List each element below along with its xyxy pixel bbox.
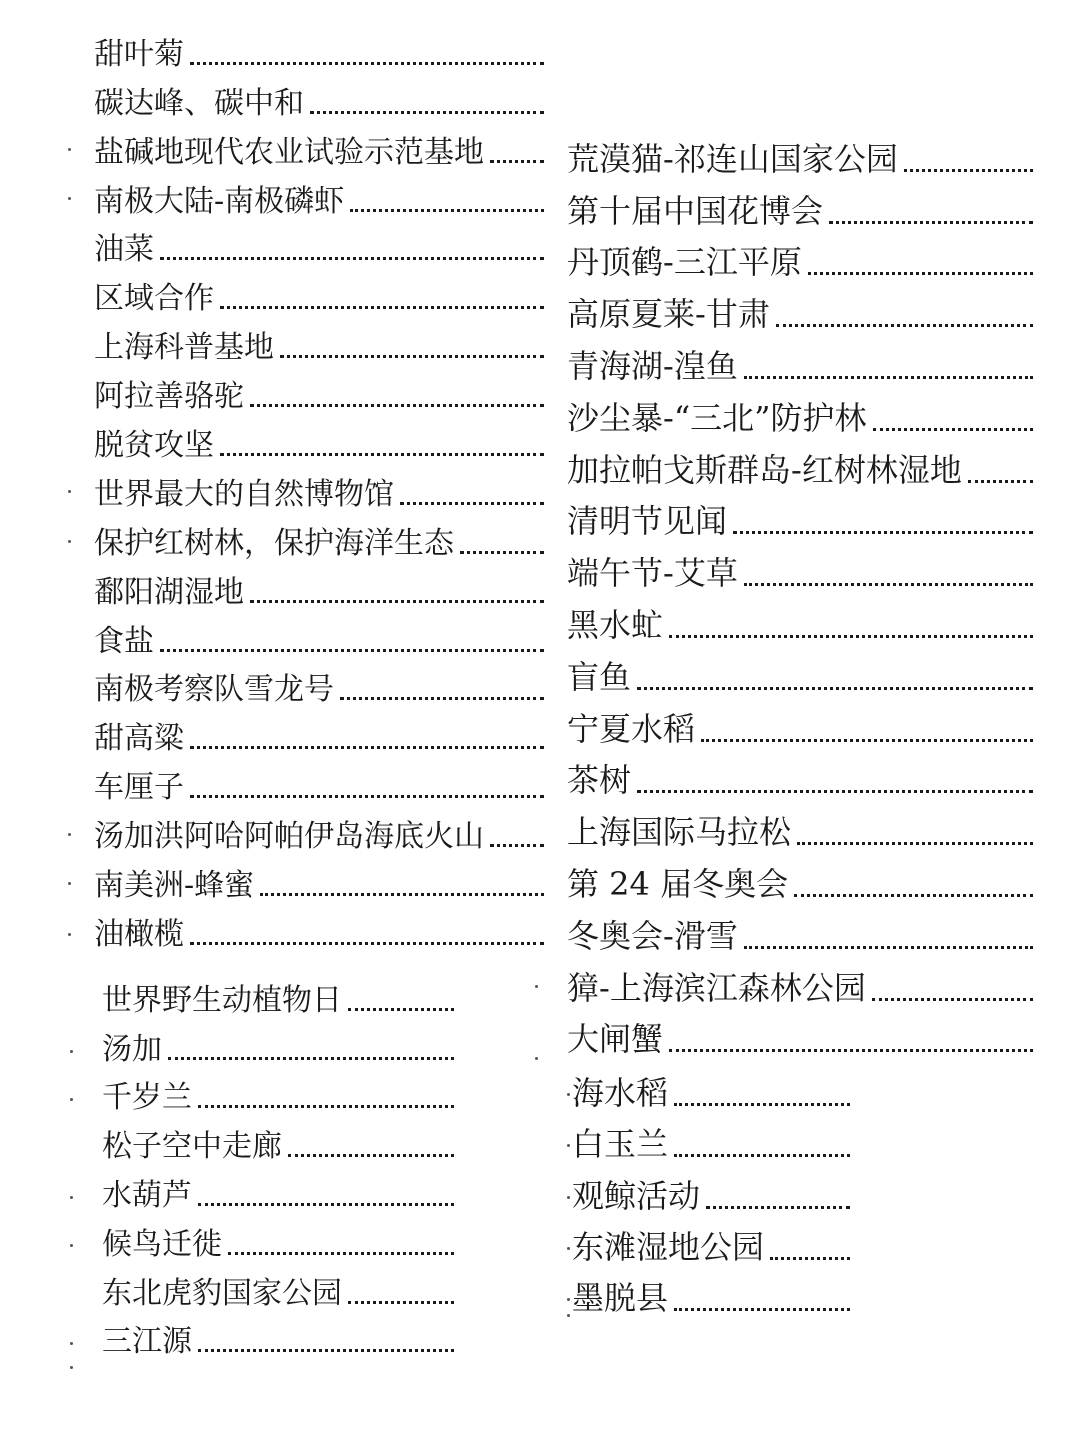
topic-entry (567, 335, 1033, 387)
dot-leader (340, 697, 544, 700)
topic-label: 高原夏莱-甘肃 (567, 295, 770, 334)
topic-entry (94, 855, 544, 904)
topic-label: 甜高粱 (94, 721, 184, 757)
scan-mark (567, 1298, 570, 1301)
lower-left-topic-list (102, 970, 454, 1360)
dot-leader (794, 894, 1033, 897)
topic-entry (567, 594, 1033, 646)
dot-leader (669, 635, 1033, 638)
topic-entry (94, 757, 544, 806)
topic-entry (94, 317, 544, 366)
scan-mark (567, 1144, 570, 1147)
scan-mark (68, 148, 71, 151)
scan-mark (70, 1098, 73, 1101)
scan-mark (535, 1057, 538, 1060)
topic-entry (102, 1116, 454, 1165)
topic-entry (94, 366, 544, 415)
topic-label: 清明节见闻 (567, 502, 728, 541)
topic-label: 碳达峰、碳中和 (94, 85, 304, 121)
dot-leader (228, 1252, 454, 1255)
topic-label: 三江源 (102, 1324, 192, 1360)
topic-label: 油菜 (94, 232, 154, 268)
topic-label: 脱贫攻坚 (94, 428, 214, 464)
topic-entry (567, 439, 1033, 491)
topic-entry (102, 1019, 454, 1068)
topic-entry (102, 1263, 454, 1312)
topic-entry (94, 122, 544, 171)
dot-leader (674, 1308, 850, 1311)
dot-leader (460, 551, 544, 554)
scan-mark (68, 833, 71, 836)
topic-entry (94, 806, 544, 855)
topic-label: 世界最大的自然博物馆 (94, 476, 394, 512)
dot-leader (160, 649, 544, 652)
dot-leader (873, 428, 1033, 431)
dot-leader (348, 1008, 454, 1011)
topic-label: 汤加 (102, 1031, 162, 1067)
right-topic-list (567, 128, 1033, 1060)
topic-label: 宁夏水稻 (567, 709, 696, 748)
topic-label: 南极大陆-南极磷虾 (94, 183, 345, 219)
topic-label: 大闸蟹 (567, 1020, 664, 1059)
scan-mark (70, 1244, 73, 1247)
scan-mark (68, 540, 71, 543)
topic-label: 墨脱县 (572, 1278, 669, 1317)
topic-label: 区域合作 (94, 281, 214, 317)
topic-entry (94, 268, 544, 317)
topic-label: 阿拉善骆驼 (94, 379, 244, 415)
scan-mark (567, 1314, 570, 1317)
topic-label: 汤加洪阿哈阿帕伊岛海底火山 (94, 819, 484, 855)
topic-entry (102, 1214, 454, 1263)
topic-entry (94, 171, 544, 220)
topic-entry (567, 180, 1033, 232)
dot-leader (250, 600, 544, 603)
topic-entry (567, 646, 1033, 698)
scan-mark (567, 1247, 570, 1250)
dot-leader (637, 687, 1033, 690)
topic-entry (567, 542, 1033, 594)
topic-label: 冬奥会-滑雪 (567, 916, 738, 955)
scan-mark (68, 197, 71, 200)
topic-entry (94, 904, 544, 953)
topic-label: 青海湖-湟鱼 (567, 346, 738, 385)
topic-label: 保护红树林，保护海洋生态 (94, 525, 454, 561)
dot-leader (872, 998, 1033, 1001)
dot-leader (744, 946, 1033, 949)
topic-entry (94, 24, 544, 73)
topic-entry (572, 1063, 850, 1114)
topic-label: 白玉兰 (572, 1125, 669, 1164)
topic-entry (94, 464, 544, 513)
scan-mark (567, 1196, 570, 1199)
dot-leader (733, 531, 1033, 534)
scan-mark (68, 490, 71, 493)
dot-leader (220, 306, 544, 309)
dot-leader (280, 355, 544, 358)
topic-entry (94, 220, 544, 269)
topic-label: 端午节-艾草 (567, 554, 738, 593)
topic-label: 第 24 届冬奥会 (567, 864, 789, 903)
topic-label: 水葫芦 (102, 1177, 192, 1213)
scan-mark (70, 1366, 73, 1369)
topic-label: 荒漠猫-祁连山国家公园 (567, 139, 898, 178)
dot-leader (637, 790, 1033, 793)
topic-label: 丹顶鹤-三江平原 (567, 243, 802, 282)
topic-label: 食盐 (94, 623, 154, 659)
dot-leader (190, 942, 544, 945)
topic-label: 观鲸活动 (572, 1176, 701, 1215)
topic-label: 甜叶菊 (94, 36, 184, 72)
dot-leader (260, 893, 544, 896)
topic-entry (94, 562, 544, 611)
topic-entry (94, 708, 544, 757)
topic-label: 盲鱼 (567, 657, 632, 696)
topic-label: 千岁兰 (102, 1080, 192, 1116)
dot-leader (797, 842, 1033, 845)
topic-entry (572, 1114, 850, 1165)
dot-leader (220, 453, 544, 456)
dot-leader (250, 404, 544, 407)
dot-leader (168, 1057, 454, 1060)
topic-label: 黑水虻 (567, 605, 664, 644)
dot-leader (350, 209, 544, 212)
dot-leader (904, 169, 1033, 172)
topic-label: 上海国际马拉松 (567, 813, 792, 852)
scan-mark (70, 1050, 73, 1053)
scan-mark (68, 882, 71, 885)
topic-label: 鄱阳湖湿地 (94, 574, 244, 610)
dot-leader (490, 844, 544, 847)
topic-entry (94, 73, 544, 122)
topic-entry (572, 1268, 850, 1319)
dot-leader (190, 795, 544, 798)
topic-label: 东北虎豹国家公园 (102, 1275, 342, 1311)
topic-entry (94, 611, 544, 660)
topic-entry (567, 853, 1033, 905)
topic-label: 油橄榄 (94, 916, 184, 952)
topic-label: 上海科普基地 (94, 330, 274, 366)
dot-leader (776, 324, 1033, 327)
scan-mark (567, 1093, 570, 1096)
dot-leader (808, 272, 1033, 275)
topic-entry (567, 387, 1033, 439)
topic-entry (94, 415, 544, 464)
topic-entry (567, 750, 1033, 802)
topic-label: 第十届中国花博会 (567, 191, 824, 230)
topic-entry (102, 1312, 454, 1361)
topic-entry (567, 698, 1033, 750)
dot-leader (829, 221, 1033, 224)
dot-leader (674, 1103, 850, 1106)
dot-leader (968, 480, 1033, 483)
dot-leader (190, 746, 544, 749)
topic-entry (94, 660, 544, 709)
topic-entry (567, 232, 1033, 284)
topic-entry (567, 491, 1033, 543)
topic-entry (567, 801, 1033, 853)
topic-entry (567, 1009, 1033, 1061)
topic-label: 南极考察队雪龙号 (94, 672, 334, 708)
dot-leader (190, 62, 544, 65)
topic-label: 海水稻 (572, 1074, 669, 1113)
dot-leader (400, 502, 544, 505)
topic-label: 南美洲-蜂蜜 (94, 868, 255, 904)
dot-leader (669, 1049, 1033, 1052)
topic-entry (572, 1165, 850, 1216)
topic-entry (572, 1217, 850, 1268)
dot-leader (198, 1203, 454, 1206)
topic-label: 茶树 (567, 761, 632, 800)
topic-label: 车厘子 (94, 770, 184, 806)
lower-right-topic-list (572, 1063, 850, 1319)
left-topic-list (94, 24, 544, 953)
topic-entry (102, 970, 454, 1019)
topic-entry (567, 283, 1033, 335)
topic-entry (567, 905, 1033, 957)
topic-entry (567, 957, 1033, 1009)
scan-mark (535, 985, 538, 988)
topic-entry (102, 1165, 454, 1214)
dot-leader (310, 111, 544, 114)
topic-label: 加拉帕戈斯群岛-红树林湿地 (567, 450, 962, 489)
topic-entry (102, 1068, 454, 1117)
dot-leader (348, 1301, 454, 1304)
scan-mark (70, 1342, 73, 1345)
topic-entry (567, 128, 1033, 180)
dot-leader (744, 376, 1033, 379)
topic-label: 候鸟迁徙 (102, 1226, 222, 1262)
dot-leader (770, 1257, 850, 1260)
dot-leader (706, 1206, 850, 1209)
dot-leader (701, 739, 1033, 742)
dot-leader (288, 1154, 454, 1157)
topic-label: 盐碱地现代农业试验示范基地 (94, 134, 484, 170)
topic-label: 东滩湿地公园 (572, 1227, 765, 1266)
topic-label: 沙尘暴-“三北”防护林 (567, 398, 867, 437)
dot-leader (490, 160, 544, 163)
topic-label: 世界野生动植物日 (102, 982, 342, 1018)
topic-entry (94, 513, 544, 562)
topic-label: 松子空中走廊 (102, 1129, 282, 1165)
scan-mark (68, 933, 71, 936)
dot-leader (160, 257, 544, 260)
dot-leader (674, 1154, 850, 1157)
dot-leader (198, 1349, 454, 1352)
scan-mark (70, 1196, 73, 1199)
dot-leader (744, 583, 1033, 586)
dot-leader (198, 1105, 454, 1108)
topic-label: 獐-上海滨江森林公园 (567, 968, 866, 1007)
